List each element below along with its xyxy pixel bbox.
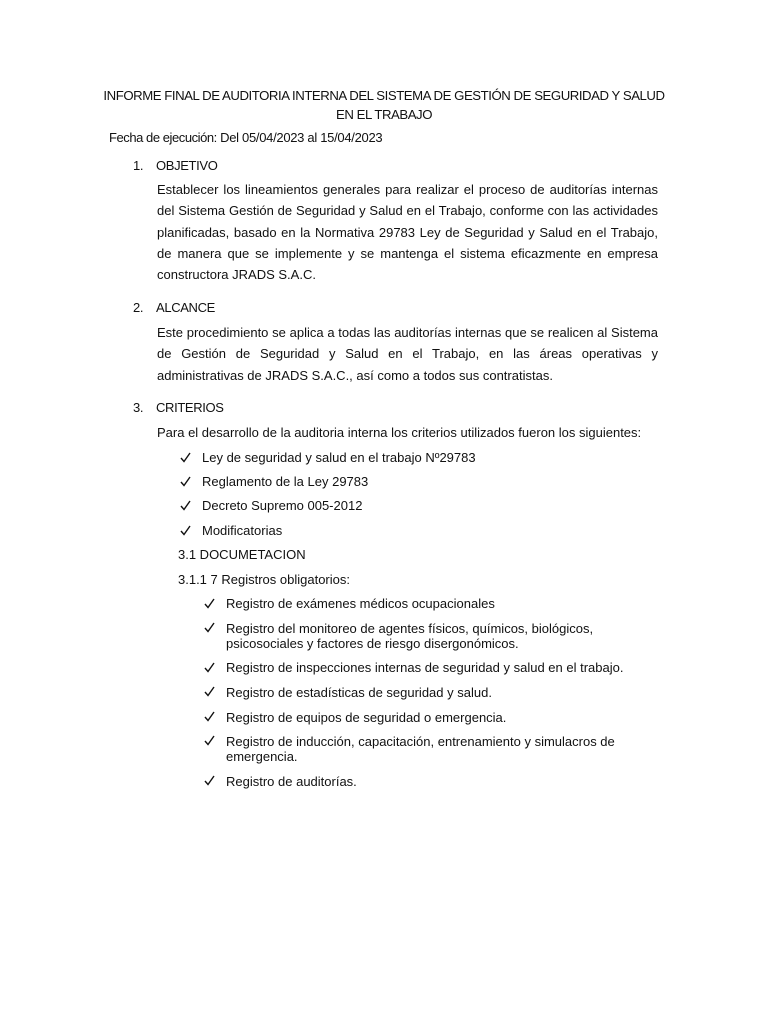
checkmark-icon xyxy=(204,686,215,697)
subsubsection-registros: 3.1.1 7 Registros obligatorios: xyxy=(178,572,350,587)
checkmark-icon xyxy=(204,622,215,633)
checkmark-icon xyxy=(180,452,191,463)
checkmark-icon xyxy=(204,735,215,746)
section-number: 3. xyxy=(133,400,144,415)
registro-item: Registro de inducción, capacitación, entrenamiento y simulacros de emergencia. xyxy=(226,734,615,764)
section-title: OBJETIVO xyxy=(156,158,218,173)
objetivo-paragraph: Establecer los lineamientos generales para realizar el proceso de auditorías internas del Sistema Gestión de Seguridad y Salud en el Trabajo, conforme con las actividades planificadas, basado en la Normativa 29783 Ley de Seguridad y Salud en el Trabajo, de manera que se implemente y se mantenga el sistema eficazmente en empresa constructora JRADS S.A.C. xyxy=(157,182,658,283)
registro-item: Registro de estadísticas de seguridad y salud. xyxy=(226,685,492,700)
criterios-intro: Para el desarrollo de la auditoria interna los criterios utilizados fueron los siguientes: xyxy=(157,425,642,440)
execution-date xyxy=(109,130,382,145)
section-heading-objetivo xyxy=(133,158,218,173)
criteria-item: Decreto Supremo 005-2012 xyxy=(202,498,363,513)
execution-date-label: Fecha de ejecución: xyxy=(109,130,217,145)
criteria-item: Modificatorias xyxy=(202,523,283,538)
checkmark-icon xyxy=(180,500,191,511)
section-number: 2. xyxy=(133,300,144,315)
criteria-item: Ley de seguridad y salud en el trabajo Nº29783 xyxy=(202,450,476,465)
checkmark-icon xyxy=(204,598,215,609)
registro-item: Registro de inspecciones internas de seguridad y salud en el trabajo. xyxy=(226,660,624,675)
section-heading-criterios xyxy=(133,400,224,415)
section-title: CRITERIOS xyxy=(156,400,224,415)
registro-item: Registro de auditorías. xyxy=(226,774,357,789)
checkmark-icon xyxy=(204,711,215,722)
registro-item: Registro de exámenes médicos ocupacionales xyxy=(226,596,495,611)
registro-item: Registro del monitoreo de agentes físicos, químicos, biológicos, psicosociales y factores de riesgo disergonómicos. xyxy=(226,621,594,651)
criteria-item: Reglamento de la Ley 29783 xyxy=(202,474,369,489)
subsection-documentacion: 3.1 DOCUMETACION xyxy=(178,547,306,562)
section-number: 1. xyxy=(133,158,144,173)
checkmark-icon xyxy=(204,775,215,786)
section-title: ALCANCE xyxy=(156,300,215,315)
section-heading-alcance xyxy=(133,300,215,315)
alcance-paragraph: Este procedimiento se aplica a todas las auditorías internas que se realicen al Sistema de Gestión de Seguridad y Salud en el Trabajo, en las áreas operativas y administrativas de JRADS S.A.C., así como a todos sus contratistas. xyxy=(157,325,658,383)
document-title: INFORME FINAL DE AUDITORIA INTERNA DEL SISTEMA DE GESTIÓN DE SEGURIDAD Y SALUD EN EL TRABAJO xyxy=(103,88,665,122)
checkmark-icon xyxy=(180,525,191,536)
execution-date-value: Del 05/04/2023 al 15/04/2023 xyxy=(216,130,383,145)
registro-item: Registro de equipos de seguridad o emergencia. xyxy=(226,710,507,725)
checkmark-icon xyxy=(204,662,215,673)
checkmark-icon xyxy=(180,476,191,487)
